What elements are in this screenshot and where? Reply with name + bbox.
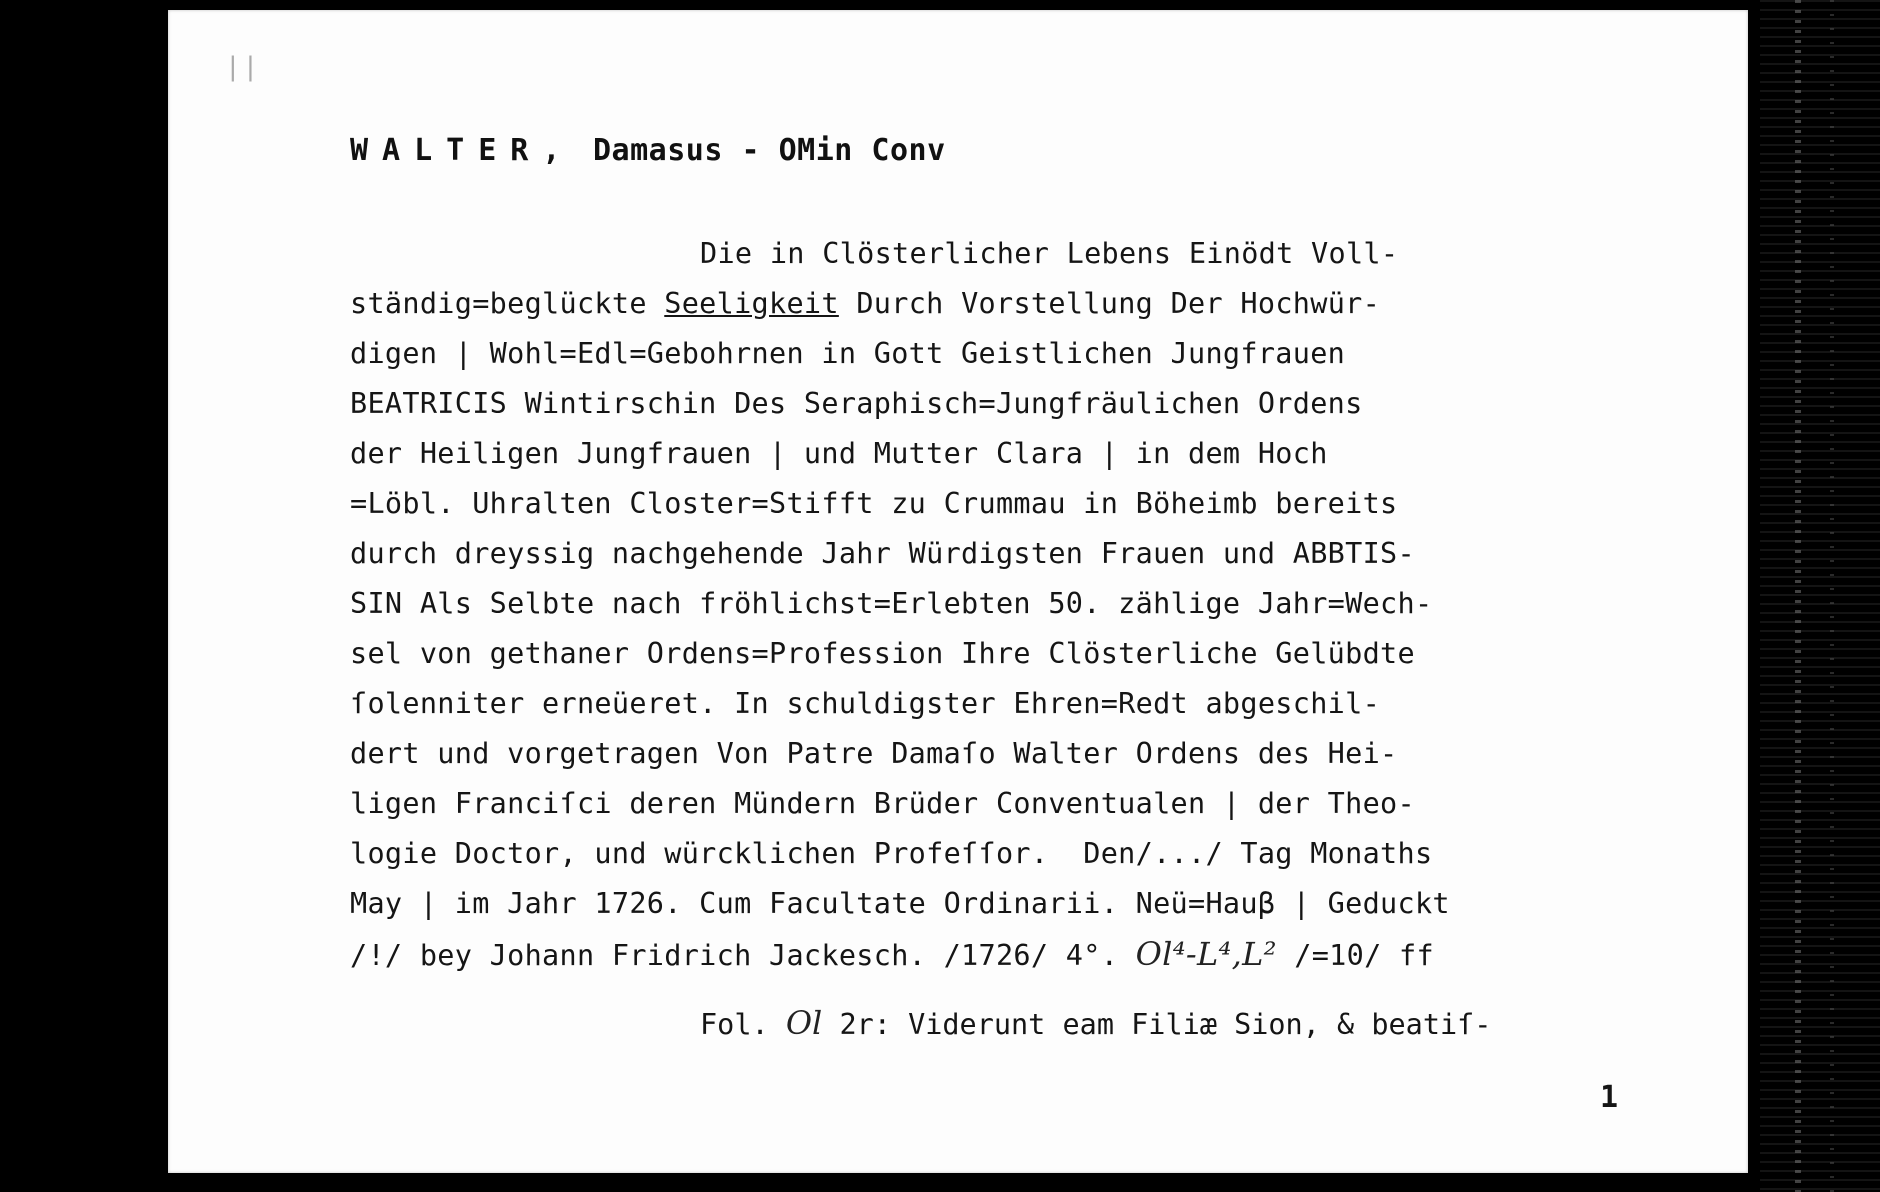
- text-line: May | im Jahr 1726. Cum Facultate Ordinarii. Neü=Hauβ | Geduckt: [350, 887, 1450, 920]
- text-fragment: Durch Vorstellung Der Hochwür-: [838, 287, 1381, 320]
- text-line: BEATRICIS Wintirschin Des Seraphisch=Jungfräulichen Ordens: [350, 387, 1363, 420]
- text-line: =Löbl. Uhralten Closter=Stifft zu Crummau in Böheimb bereits: [350, 487, 1398, 520]
- text-line: digen | Wohl=Edl=Gebohrnen in Gott Geistlichen Jungfrauen: [350, 337, 1346, 370]
- text-line: dert und vorgetragen Von Patre Damaſo Walter Ordens des Hei-: [350, 737, 1398, 770]
- scan-edge-noise: [1760, 0, 1880, 1192]
- text-line: sel von gethaner Ordens=Profession Ihre Clösterliche Gelübdte: [350, 637, 1415, 670]
- title-transcription: [350, 229, 1690, 979]
- handwritten-collation: Ol⁴-L⁴,L²: [1135, 935, 1277, 973]
- card-heading: [350, 133, 946, 168]
- text-line: Die in Clösterlicher Lebens Einödt Voll-: [700, 237, 1399, 270]
- text-line: [350, 929, 1690, 979]
- text-line: durch dreyssig nachgehende Jahr Würdigsten Frauen und ABBTIS-: [350, 537, 1415, 570]
- collation-tail: /=10/ ff: [1276, 939, 1434, 972]
- text-line: ſolenniter erneüeret. In schuldigster Ehren=Redt abgeschil-: [350, 687, 1381, 720]
- author-surname: WALTER,: [350, 133, 575, 168]
- imprint-line: /!/ bey Johann Fridrich Jackesch. /1726/ 4°.: [350, 939, 1119, 972]
- author-rest: Damasus - OMin Conv: [574, 133, 946, 168]
- underlined-word: Seeligkeit: [664, 287, 839, 320]
- text-line: SIN Als Selbte nach fröhlichst=Erlebten 50. zählige Jahr=Wech-: [350, 587, 1433, 620]
- corner-mark: ||: [225, 52, 261, 82]
- folio-line: [700, 1004, 1491, 1042]
- page-number: 1: [1600, 1080, 1619, 1115]
- text-line: der Heiligen Jungfrauen | und Mutter Clara | in dem Hoch: [350, 437, 1328, 470]
- text-fragment: ständig=beglückte: [350, 287, 665, 320]
- text-line: logie Doctor, und würcklichen Profeſſor. Den/.../ Tag Monaths: [350, 837, 1433, 870]
- folio-label: Fol.: [700, 1008, 769, 1041]
- text-line: ligen Franciſci deren Mündern Brüder Conventualen | der Theo-: [350, 787, 1415, 820]
- folio-text: 2r: Viderunt eam Filiæ Sion, & beatiſ-: [822, 1008, 1492, 1041]
- text-line: [350, 279, 1690, 329]
- folio-handwritten-mark: Ol: [785, 1004, 823, 1042]
